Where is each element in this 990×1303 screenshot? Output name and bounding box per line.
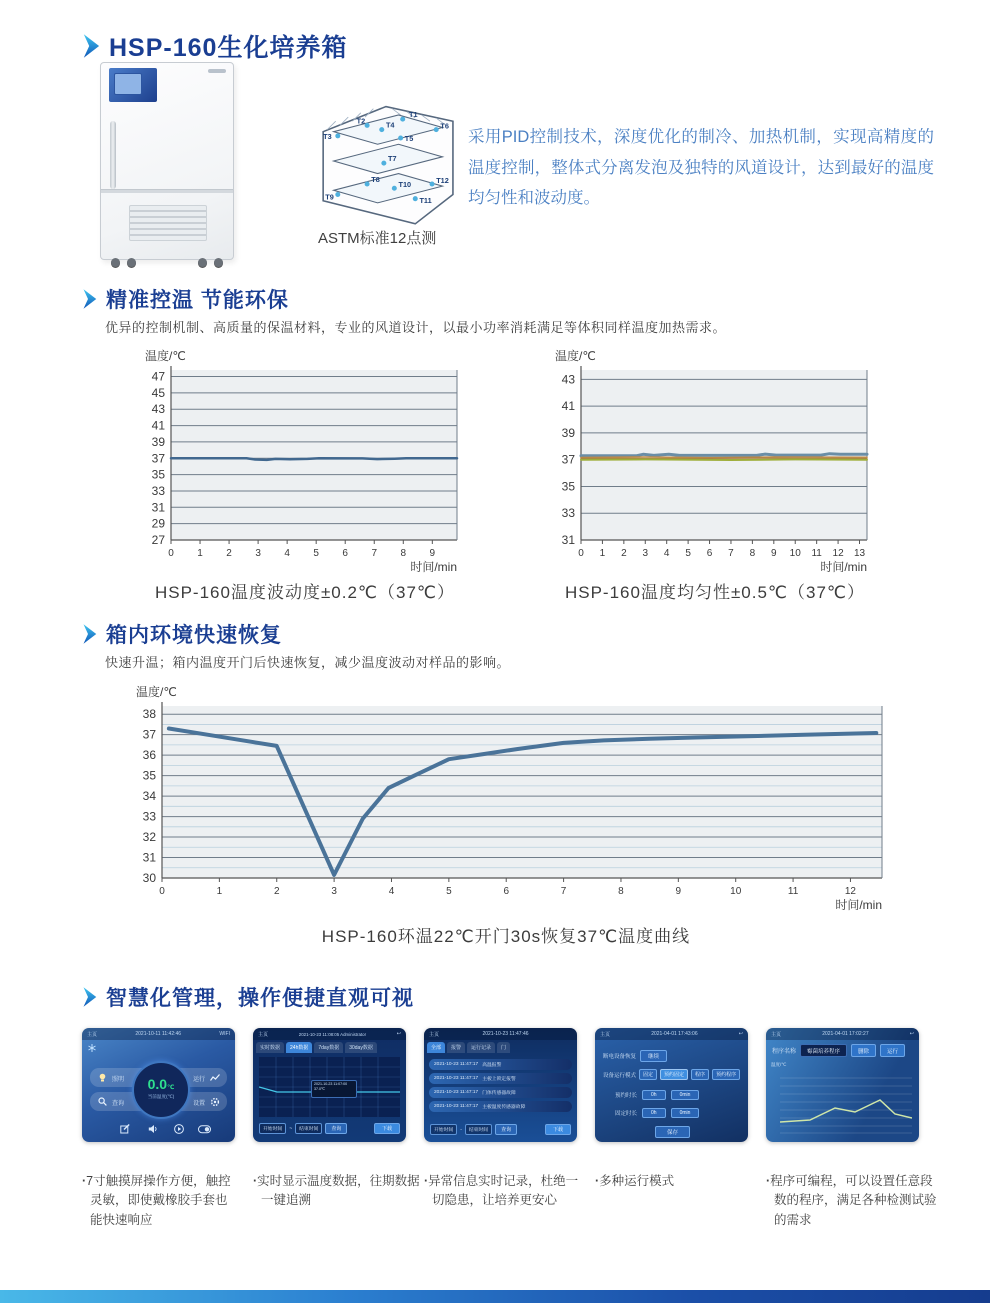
panel-screen: [114, 73, 142, 95]
edit-icon[interactable]: [120, 1124, 130, 1134]
svg-text:37: 37: [561, 452, 575, 467]
query-button[interactable]: 查询: [325, 1123, 347, 1134]
tab-24h[interactable]: 24h数据: [286, 1042, 312, 1053]
svg-text:0: 0: [578, 548, 584, 559]
touchscreen-modes: [595, 1028, 748, 1142]
svg-text:T8: T8: [371, 174, 380, 184]
program-statusbar-left: 主页: [771, 1031, 782, 1038]
svg-text:温度/℃: 温度/℃: [136, 685, 177, 699]
svg-text:37: 37: [142, 727, 156, 742]
svg-text:31: 31: [142, 850, 156, 865]
svg-text:6: 6: [342, 548, 348, 559]
tab-30day[interactable]: 30day数据: [345, 1042, 377, 1053]
modes-statusbar: [595, 1028, 748, 1040]
section-intro-header: [82, 28, 347, 64]
recovery-chart: [120, 680, 892, 918]
svg-text:7: 7: [728, 548, 734, 559]
svg-text:27: 27: [151, 533, 165, 547]
tab-realtime[interactable]: 实时数据: [256, 1042, 284, 1053]
alarms-tabs: [427, 1042, 510, 1053]
section3-subtitle: 快速升温；箱内温度开门后快速恢复，减少温度波动对样品的影响。: [105, 655, 511, 670]
reserve-duration-row: [615, 1090, 699, 1100]
svg-text:29: 29: [151, 516, 165, 531]
run-mode-row: [603, 1069, 740, 1080]
svg-text:10: 10: [789, 548, 801, 559]
svg-text:13: 13: [853, 548, 866, 559]
feature-alarm-record: · 异常信息实时记录，杜绝一切隐患，让培养更安心: [424, 1172, 584, 1211]
fixed-minutes[interactable]: 0min: [671, 1108, 700, 1118]
alarms-statusbar: [424, 1028, 577, 1040]
svg-text:1: 1: [197, 548, 203, 559]
save-button[interactable]: 保存: [655, 1126, 690, 1138]
svg-text:11: 11: [811, 548, 822, 559]
curves-tabs: [256, 1042, 377, 1053]
svg-text:8: 8: [749, 548, 756, 559]
curves-tooltip: 2021-10-23 11:07:00 37.0℃: [311, 1080, 357, 1098]
alarm-row[interactable]: 2021-10-23 11:47:17 高温报警: [429, 1059, 572, 1070]
svg-text:9: 9: [675, 886, 682, 897]
svg-text:11: 11: [787, 886, 799, 897]
search-icon[interactable]: [98, 1097, 107, 1106]
program-name-row: [772, 1044, 905, 1057]
caster-wheel: [111, 258, 120, 267]
current-temperature-label: 当前温度(℃): [147, 1094, 175, 1099]
download-button[interactable]: 下载: [374, 1123, 400, 1134]
svg-text:6: 6: [706, 548, 713, 559]
svg-text:8: 8: [400, 548, 407, 559]
download-button[interactable]: 下载: [545, 1124, 571, 1135]
snowflake-icon: [88, 1044, 96, 1052]
cabinet-divider: [101, 189, 233, 193]
svg-text:7: 7: [560, 886, 567, 897]
feature-programmable: · 程序可编程，可以设置任意段数的程序，满足各种检测试验的需求: [766, 1172, 938, 1230]
svg-text:2: 2: [621, 548, 627, 559]
chevron-bullet-icon: [82, 986, 97, 1008]
fixed-duration-row: [615, 1108, 699, 1118]
caster-wheel: [214, 258, 223, 267]
svg-text:1: 1: [599, 548, 606, 559]
modes-statusbar-left: 主页: [600, 1031, 611, 1038]
touchscreen-curves: [253, 1028, 406, 1142]
play-icon[interactable]: [174, 1124, 184, 1134]
uniformity-chart: [545, 346, 875, 578]
speaker-icon[interactable]: [148, 1124, 158, 1134]
section4-title: 智慧化管理，操作便捷直观可视: [106, 987, 414, 1010]
gear-icon[interactable]: [210, 1097, 220, 1107]
section3-header: [82, 619, 282, 649]
svg-text:温度/℃: 温度/℃: [145, 349, 186, 363]
svg-text:T1: T1: [408, 110, 418, 120]
fluctuation-chart: [135, 346, 465, 578]
door-handle: [110, 121, 116, 189]
end-time-box[interactable]: 结束时间: [465, 1124, 492, 1135]
start-time-box[interactable]: 开始时间: [430, 1124, 457, 1135]
mode-reserved-program[interactable]: 预约程序: [712, 1069, 740, 1080]
footer-bar: [0, 1290, 990, 1303]
svg-text:9: 9: [429, 548, 436, 559]
section4-header: [82, 982, 414, 1012]
svg-text:41: 41: [561, 399, 575, 414]
svg-text:T12: T12: [436, 175, 449, 185]
astm-caption: ASTM标准12点测: [318, 230, 437, 247]
svg-text:32: 32: [142, 830, 156, 845]
svg-text:5: 5: [313, 548, 319, 559]
modes-statusbar-time: 2021-04-01 17:43:06: [651, 1031, 698, 1037]
curves-statusbar-time: 2021-10-23 11:08:05 Administrator: [298, 1031, 367, 1037]
svg-text:31: 31: [561, 533, 575, 547]
incubator-product-image: [100, 62, 234, 260]
svg-text:2: 2: [226, 548, 232, 559]
svg-text:2: 2: [273, 886, 280, 897]
alarms-statusbar-left: 主页: [429, 1031, 440, 1038]
svg-text:T11: T11: [419, 195, 432, 205]
svg-text:5: 5: [685, 548, 691, 559]
start-time-box[interactable]: 开始时间: [259, 1123, 286, 1134]
svg-text:温度/℃: 温度/℃: [555, 349, 596, 363]
switch-icon[interactable]: [198, 1125, 211, 1134]
mode-fixed[interactable]: 固定: [639, 1069, 657, 1080]
curves-statusbar: [253, 1028, 406, 1040]
svg-text:39: 39: [561, 425, 575, 440]
power-recovery-value[interactable]: 继续: [640, 1050, 667, 1062]
touchscreen-program: [766, 1028, 919, 1142]
svg-text:38: 38: [142, 707, 156, 722]
svg-text:35: 35: [142, 768, 156, 783]
control-panel: [109, 68, 157, 102]
light-icon[interactable]: [98, 1073, 107, 1082]
svg-text:31: 31: [151, 500, 165, 515]
svg-text:33: 33: [142, 809, 156, 824]
chevron-bullet-icon: [82, 623, 97, 645]
svg-text:43: 43: [561, 372, 575, 387]
svg-text:5: 5: [446, 886, 452, 897]
run-mode-label: 设备运行模式: [603, 1072, 637, 1079]
home-statusbar: [82, 1028, 235, 1040]
svg-text:39: 39: [151, 434, 165, 449]
svg-text:36: 36: [142, 748, 156, 763]
fixed-hours[interactable]: 0h: [642, 1108, 666, 1118]
svg-text:35: 35: [151, 467, 165, 482]
svg-text:12: 12: [844, 886, 857, 897]
section2-subtitle: 优异的控制机制、高质量的保温材料，专业的风道设计，以最小功率消耗满足等体积同样温度加热需求。: [105, 320, 727, 335]
home-settings-label[interactable]: 设置: [192, 1101, 205, 1107]
brand-logo: [208, 69, 226, 73]
intro-description: 采用PID控制技术，深度优化的制冷、加热机制，实现高精度的温度控制，整体式分离发泡及独特的风道设计，达到最好的温度均匀性和波动度。: [468, 128, 934, 208]
feature-touchscreen: · 7寸触摸屏操作方便，触控灵敏，即使戴橡胶手套也能快速响应: [82, 1172, 238, 1230]
section2-title: 精准控温 节能环保: [106, 289, 289, 312]
back-icon[interactable]: ↩: [909, 1031, 914, 1037]
svg-text:时间/min: 时间/min: [410, 560, 457, 574]
svg-text:T5: T5: [404, 134, 414, 144]
touchscreen-home: [82, 1028, 235, 1142]
svg-text:6: 6: [503, 886, 510, 897]
alarms-querybar: 开始时间 - 结束时间 查询: [430, 1124, 517, 1135]
svg-text:T2: T2: [356, 116, 366, 126]
svg-text:33: 33: [561, 506, 575, 521]
mode-reserved-fixed[interactable]: 预约固定: [660, 1069, 688, 1080]
svg-text:时间/min: 时间/min: [835, 898, 882, 912]
query-button[interactable]: 查询: [495, 1124, 517, 1135]
home-statusbar-left: 主页: [87, 1031, 98, 1038]
svg-text:47: 47: [151, 369, 165, 384]
reserve-minutes[interactable]: 0min: [671, 1090, 700, 1100]
home-light-label[interactable]: 照明: [112, 1077, 125, 1083]
chevron-bullet-icon: [82, 33, 100, 59]
feature-realtime-data: · 实时显示温度数据，往期数据一键追溯: [253, 1172, 423, 1211]
svg-text:4: 4: [388, 886, 395, 897]
svg-text:45: 45: [151, 385, 165, 400]
uniformity-chart-caption: HSP-160温度均匀性±0.5℃（37℃）: [564, 583, 866, 602]
alarms-statusbar-time: 2021-10-23 11:47:46: [482, 1031, 529, 1037]
section3-title: 箱内环境快速恢复: [106, 624, 282, 647]
svg-text:7: 7: [371, 548, 378, 559]
fixed-duration-label: 固定时长: [615, 1111, 638, 1117]
svg-text:30: 30: [142, 871, 156, 885]
svg-text:9: 9: [771, 548, 777, 559]
alarm-row[interactable]: 2021-10-23 11:47:17 门体传感器故障: [429, 1087, 572, 1098]
svg-text:T4: T4: [385, 120, 395, 130]
program-axis-label: 温度/℃: [771, 1062, 787, 1067]
svg-text:T3: T3: [323, 132, 332, 142]
temperature-dial: [132, 1061, 190, 1119]
reserve-duration-label: 预约时长: [615, 1093, 638, 1099]
svg-text:41: 41: [151, 418, 165, 433]
caster-wheel: [198, 258, 207, 267]
svg-text:4: 4: [663, 548, 670, 559]
astm-12-point-diagram: [308, 94, 466, 228]
recovery-chart-caption: HSP-160环温22℃开门30s恢复37℃温度曲线: [321, 927, 691, 946]
home-query-label[interactable]: 查询: [112, 1101, 125, 1107]
svg-text:33: 33: [151, 483, 165, 498]
svg-text:0: 0: [159, 886, 165, 897]
svg-text:35: 35: [561, 479, 575, 494]
power-recovery-row: [603, 1050, 667, 1062]
back-icon[interactable]: ↩: [396, 1031, 401, 1037]
svg-text:时间/min: 时间/min: [820, 560, 867, 574]
svg-text:0: 0: [168, 548, 174, 559]
run-button[interactable]: 运行: [880, 1044, 905, 1057]
wifi-indicator: WIFI: [219, 1031, 230, 1037]
program-plot: [780, 1070, 912, 1136]
svg-text:43: 43: [151, 402, 165, 417]
svg-text:3: 3: [255, 548, 261, 559]
home-run-label[interactable]: 运行: [192, 1077, 205, 1083]
tab-runlog[interactable]: 运行记录: [467, 1042, 495, 1053]
home-statusbar-time: 2021-10-11 11:42:46: [135, 1031, 182, 1037]
svg-text:1: 1: [216, 886, 223, 897]
program-name-label: 程序名称: [772, 1049, 797, 1055]
svg-text:T9: T9: [325, 192, 334, 202]
page-title: HSP-160生化培养箱: [109, 34, 348, 62]
program-name-value[interactable]: 霉菌培养程序: [800, 1044, 847, 1057]
svg-text:T10: T10: [398, 180, 412, 190]
curve-icon[interactable]: [210, 1073, 220, 1082]
caster-wheel: [127, 258, 136, 267]
chevron-bullet-icon: [82, 288, 97, 310]
svg-text:4: 4: [284, 548, 290, 559]
svg-text:T7: T7: [388, 154, 397, 163]
power-recovery-label: 断电设备恢复: [603, 1054, 637, 1060]
svg-text:T6: T6: [440, 121, 449, 131]
section2-header: [82, 284, 289, 314]
feature-run-modes: · 多种运行模式: [595, 1172, 753, 1191]
program-statusbar-time: 2021-04-01 17:02:27: [822, 1031, 869, 1037]
svg-text:12: 12: [832, 548, 844, 559]
tab-all[interactable]: 全部: [427, 1042, 445, 1053]
delete-button[interactable]: 删除: [851, 1044, 876, 1057]
alarm-row[interactable]: 2021-10-23 11:47:17 主板上锁定报警: [429, 1073, 572, 1084]
mode-program[interactable]: 程序: [691, 1069, 709, 1080]
tab-7day[interactable]: 7day数据: [314, 1042, 343, 1053]
tab-door[interactable]: 门: [497, 1042, 510, 1053]
alarm-row[interactable]: 2021-10-23 11:47:17 主板温度传感器故障: [429, 1101, 572, 1112]
vent-grille: [129, 205, 207, 241]
svg-text:10: 10: [730, 886, 742, 897]
program-statusbar: [766, 1028, 919, 1040]
svg-text:34: 34: [142, 789, 156, 804]
curves-querybar: 开始时间 ~ 结束时间 查询: [259, 1123, 347, 1134]
svg-text:3: 3: [331, 886, 337, 897]
tab-alarm[interactable]: 报警: [447, 1042, 465, 1053]
end-time-box[interactable]: 结束时间: [295, 1123, 322, 1134]
svg-text:8: 8: [618, 886, 624, 897]
fluctuation-chart-caption: HSP-160温度波动度±0.2℃（37℃）: [154, 583, 456, 602]
svg-text:37: 37: [151, 451, 165, 466]
back-icon[interactable]: ↩: [738, 1031, 743, 1037]
curves-statusbar-left: 主页: [258, 1031, 269, 1038]
svg-text:3: 3: [642, 548, 649, 559]
reserve-hours[interactable]: 0h: [642, 1090, 666, 1100]
current-temperature-value: 0.0℃: [147, 1076, 175, 1092]
touchscreen-alarms: [424, 1028, 577, 1142]
